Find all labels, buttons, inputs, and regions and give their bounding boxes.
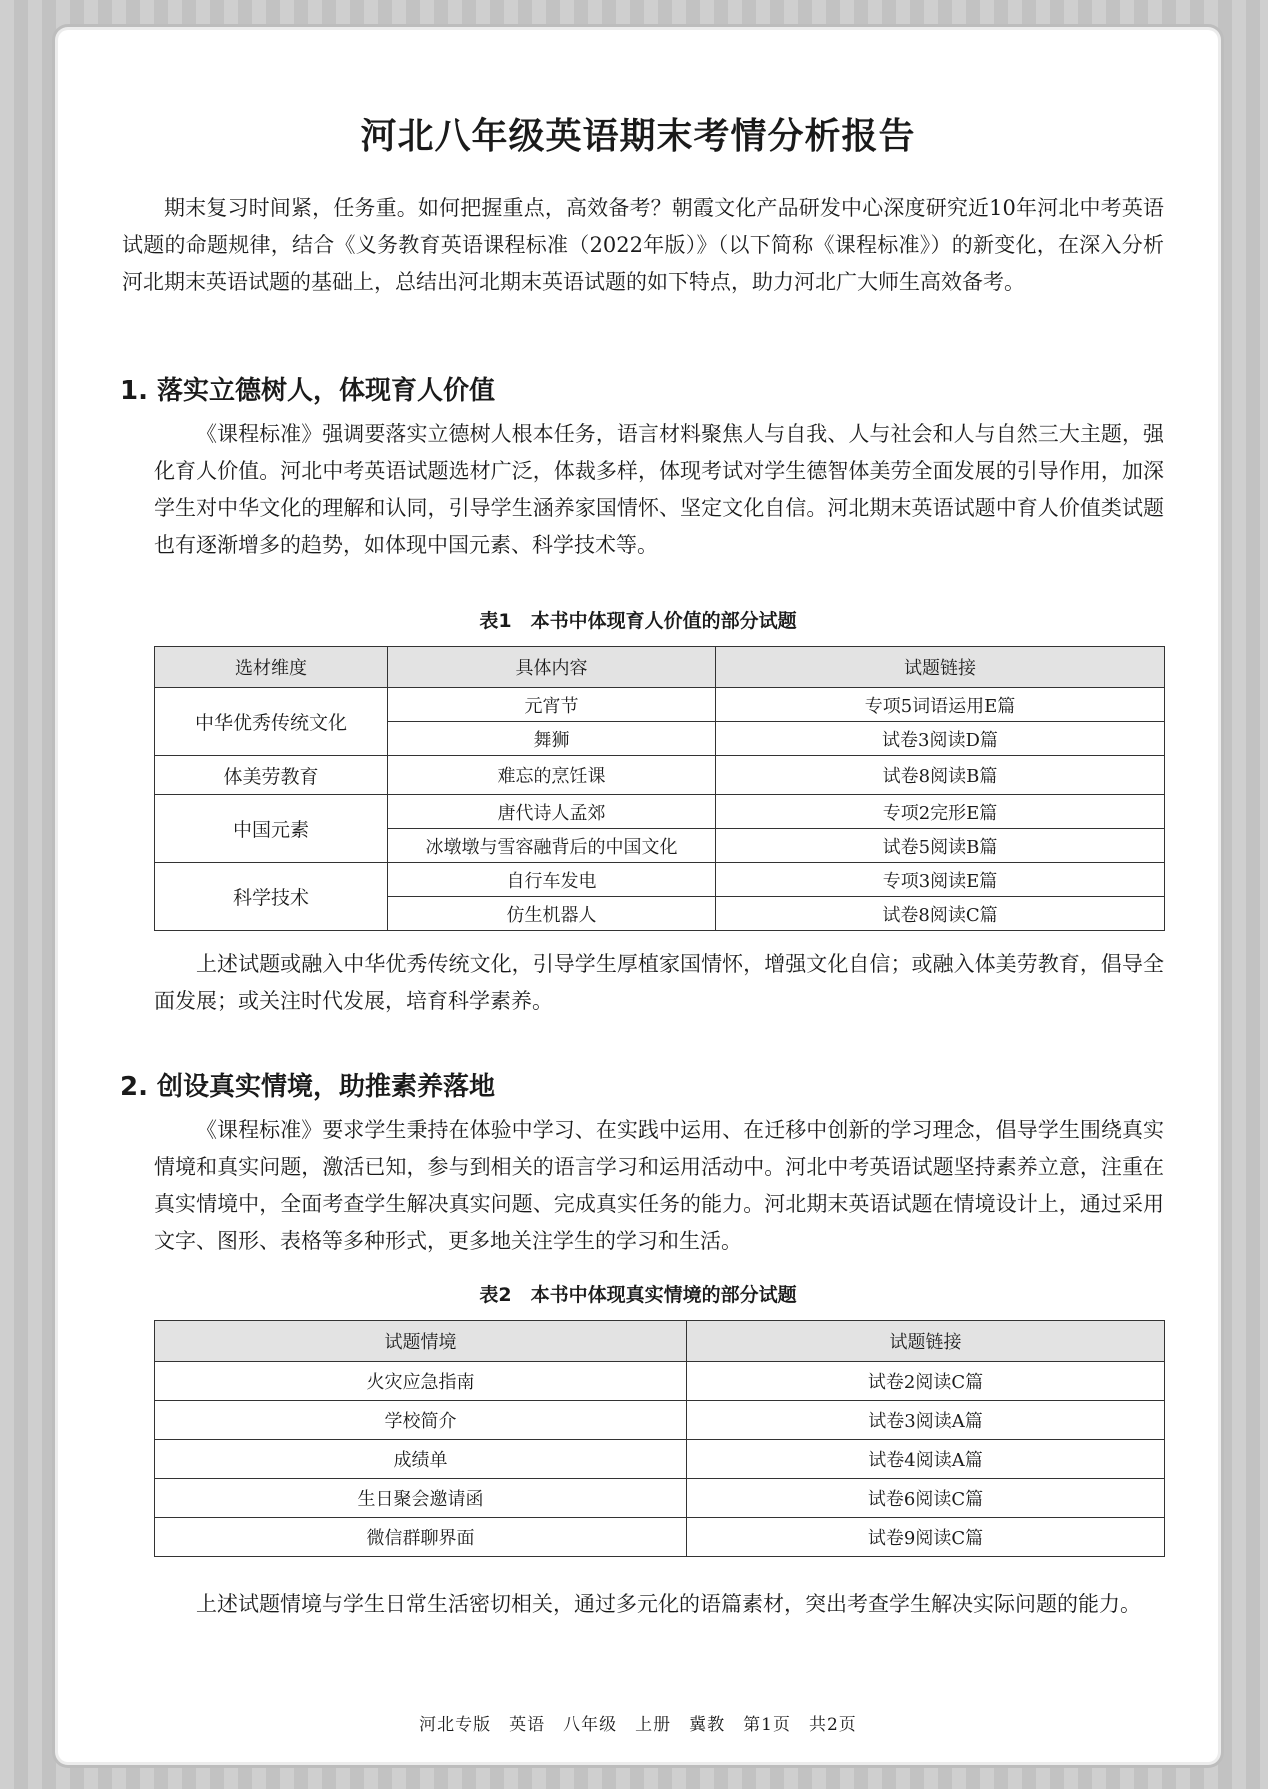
scenario-cell: 成绩单 — [155, 1440, 687, 1479]
table-1-header: 具体内容 — [388, 647, 716, 688]
table-2-caption: 表2 本书中体现真实情境的部分试题 — [479, 1284, 797, 1306]
table-row — [155, 756, 1165, 795]
link-cell: 专项5词语运用E篇 — [716, 688, 1165, 722]
page-title: 河北八年级英语期末考情分析报告 — [360, 116, 916, 157]
link-cell: 试卷3阅读A篇 — [687, 1401, 1165, 1440]
link-cell: 试卷5阅读B篇 — [716, 829, 1165, 863]
table-row — [155, 688, 1165, 722]
scenario-cell: 微信群聊界面 — [155, 1518, 687, 1557]
link-cell: 试卷8阅读B篇 — [716, 756, 1165, 795]
scenario-cell: 学校简介 — [155, 1401, 687, 1440]
table-1-header: 试题链接 — [716, 647, 1165, 688]
table-row — [155, 1479, 1165, 1518]
table-row — [155, 1518, 1165, 1557]
table-1-header-row — [155, 647, 1165, 688]
page-footer: 河北专版 英语 八年级 上册 冀教 第1页 共2页 — [419, 1715, 857, 1735]
table-2 — [154, 1320, 1165, 1557]
table-row — [155, 863, 1165, 897]
section-2-paragraph: 《课程标准》要求学生秉持在体验中学习、在实践中运用、在迁移中创新的学习理念，倡导学生围绕真实情境和真实问题，激活已知，参与到相关的语言学习和运用活动中。河北中考英语试题坚持素养立意，注重在真实情境中，全面考查学生解决真实问题、完成真实任务的能力。河北期末英语试题在情境设计上，通过采用文字、图形、表格等多种形式，更多地关注学生的学习和生活。 — [154, 1118, 1164, 1253]
table-2-header: 试题情境 — [155, 1321, 687, 1362]
content-cell: 唐代诗人孟郊 — [388, 795, 716, 829]
table-2-header: 试题链接 — [687, 1321, 1165, 1362]
link-cell: 试卷8阅读C篇 — [716, 897, 1165, 931]
table-row — [155, 1362, 1165, 1401]
content-cell: 难忘的烹饪课 — [388, 756, 716, 795]
table-1 — [154, 646, 1165, 931]
content-cell: 元宵节 — [388, 688, 716, 722]
content-cell: 自行车发电 — [388, 863, 716, 897]
link-cell: 试卷6阅读C篇 — [687, 1479, 1165, 1518]
table-1-header: 选材维度 — [155, 647, 388, 688]
link-cell: 试卷9阅读C篇 — [687, 1518, 1165, 1557]
section-2-summary: 上述试题情境与学生日常生活密切相关，通过多元化的语篇素材，突出考查学生解决实际问题的能力。 — [196, 1592, 1141, 1616]
section-1-heading: 1. 落实立德树人，体现育人价值 — [120, 376, 496, 406]
section-2-heading: 2. 创设真实情境，助推素养落地 — [120, 1072, 496, 1102]
table-1-caption: 表1 本书中体现育人价值的部分试题 — [479, 610, 797, 632]
content-cell: 舞狮 — [388, 722, 716, 756]
dimension-cell: 科学技术 — [155, 863, 388, 931]
table-row — [155, 1401, 1165, 1440]
table-2-header-row — [155, 1321, 1165, 1362]
link-cell: 试卷4阅读A篇 — [687, 1440, 1165, 1479]
scenario-cell: 火灾应急指南 — [155, 1362, 687, 1401]
link-cell: 专项2完形E篇 — [716, 795, 1165, 829]
link-cell: 试卷2阅读C篇 — [687, 1362, 1165, 1401]
dimension-cell: 中国元素 — [155, 795, 388, 863]
table-row — [155, 1440, 1165, 1479]
dimension-cell: 体美劳教育 — [155, 756, 388, 795]
document-page — [58, 30, 1218, 1762]
table-row — [155, 795, 1165, 829]
section-1-paragraph: 《课程标准》强调要落实立德树人根本任务，语言材料聚焦人与自我、人与社会和人与自然三大主题，强化育人价值。河北中考英语试题选材广泛，体裁多样，体现考试对学生德智体美劳全面发展的引导作用，加深学生对中华文化的理解和认同，引导学生涵养家国情怀、坚定文化自信。河北期末英语试题中育人价值类试题也有逐渐增多的趋势，如体现中国元素、科学技术等。 — [154, 422, 1164, 557]
link-cell: 专项3阅读E篇 — [716, 863, 1165, 897]
section-1-summary: 上述试题或融入中华优秀传统文化，引导学生厚植家国情怀，增强文化自信；或融入体美劳教育，倡导全面发展；或关注时代发展，培育科学素养。 — [154, 952, 1164, 1013]
link-cell: 试卷3阅读D篇 — [716, 722, 1165, 756]
intro-paragraph: 期末复习时间紧，任务重。如何把握重点，高效备考？朝霞文化产品研发中心深度研究近10年河北中考英语试题的命题规律，结合《义务教育英语课程标准（2022年版）》（以下简称《课程标准》）的新变化，在深入分析河北期末英语试题的基础上，总结出河北期末英语试题的如下特点，助力河北广大师生高效备考。 — [122, 196, 1164, 294]
content-cell: 冰墩墩与雪容融背后的中国文化 — [388, 829, 716, 863]
dimension-cell: 中华优秀传统文化 — [155, 688, 388, 756]
content-cell: 仿生机器人 — [388, 897, 716, 931]
scenario-cell: 生日聚会邀请函 — [155, 1479, 687, 1518]
